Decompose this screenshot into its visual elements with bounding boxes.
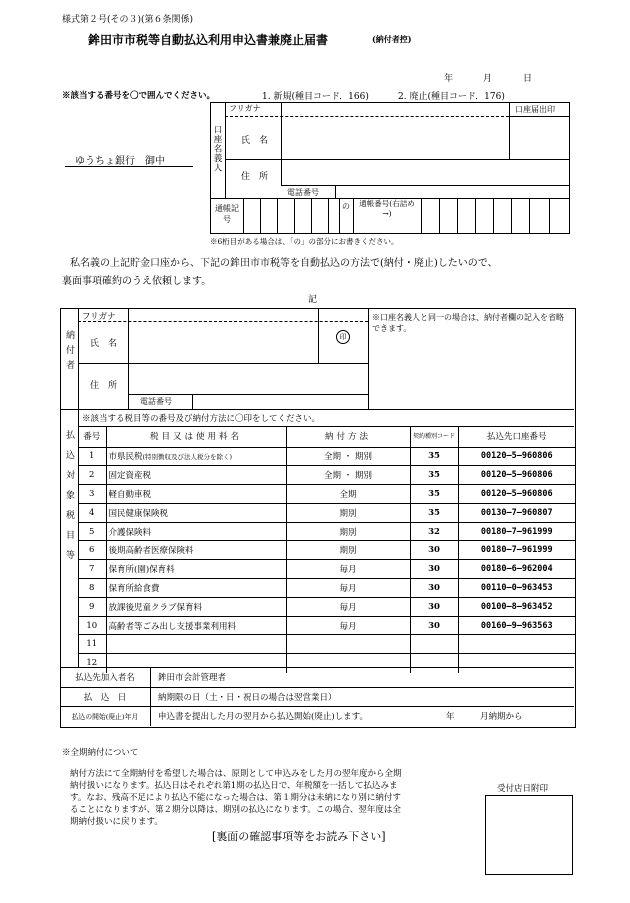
option-cancel[interactable]: 2. 廃止(種目コード．176) xyxy=(398,92,505,102)
row-contract-code: 30 xyxy=(410,541,458,560)
tax-name-note: (特別徴収及び法人税分を除く) xyxy=(142,453,233,462)
payer-name-label: 氏 名 xyxy=(90,339,118,349)
header-method: 納付方法 xyxy=(286,426,410,447)
date-month: 月 xyxy=(483,74,493,84)
row-contract-code: 35 xyxy=(410,447,458,466)
payer-note: ※口座名義人と同一の場合は、納付者欄の記入を省略できます。 xyxy=(372,313,564,333)
row-number: 11 xyxy=(78,635,106,654)
request-text-1: 私名義の上記貯金口座から、下記の鉾田市市税等を自動払込の方法で(納付・廃止)したいので、 xyxy=(70,258,498,269)
account-holder-label: 口座名義人 xyxy=(212,125,222,173)
table-row xyxy=(78,503,575,522)
row-payment-method[interactable] xyxy=(286,654,410,673)
payment-date-label: 払 込 日 xyxy=(83,693,127,703)
account-phone-label: 電話番号 xyxy=(287,188,319,197)
bank-name: ゆうちょ銀行 御中 xyxy=(75,156,165,167)
ki-label: 記 xyxy=(308,295,318,305)
target-header-row xyxy=(78,426,575,447)
tax-name: 放課後児童クラブ保育料 xyxy=(108,602,203,613)
row-payment-method[interactable]: 毎月 xyxy=(286,560,410,579)
tax-name: 高齢者等ごみ出し支援事業利用料 xyxy=(108,621,237,632)
header-account: 払込先口座番号 xyxy=(458,426,575,447)
table-row xyxy=(78,522,575,541)
account-furigana-label: フリガナ xyxy=(229,104,261,113)
row-number: 10 xyxy=(78,616,106,635)
payer-label-cell xyxy=(60,308,78,409)
start-month-label: 払込の開始(廃止)年月 xyxy=(71,713,139,721)
payer-label: 納付者 xyxy=(64,330,74,375)
tax-name: 市県民税 xyxy=(108,452,143,463)
row-payment-method[interactable]: 期別 xyxy=(286,503,410,522)
table-row xyxy=(78,560,575,579)
row-account-number: 00120—5—960806 xyxy=(458,466,575,485)
tax-name: 固定資産税 xyxy=(108,471,152,482)
payer-furigana-label: フリガナ xyxy=(82,312,116,322)
row-payment-method[interactable]: 毎月 xyxy=(286,616,410,635)
payee-value: 鉾田市会計管理者 xyxy=(158,673,227,683)
header-name: 税目又は使用料名 xyxy=(106,426,286,447)
row-account-number: 00120—5—960806 xyxy=(458,447,575,466)
option-new[interactable]: 1. 新規(種目コード．166) xyxy=(262,92,369,102)
passbook-code-label: 通帳記号 xyxy=(215,204,239,224)
no-label: の xyxy=(342,202,350,211)
row-number: 3 xyxy=(78,485,106,504)
payee-label: 払込先加入者名 xyxy=(75,673,135,683)
row-payment-method[interactable]: 全期 ・ 期別 xyxy=(286,447,410,466)
row-payment-method[interactable]: 期別 xyxy=(286,541,410,560)
receipt-stamp-box xyxy=(485,795,573,875)
row-account-number: 00180—6—962004 xyxy=(458,560,575,579)
row-tax-name xyxy=(106,447,286,466)
row-number: 9 xyxy=(78,597,106,616)
bank-underline xyxy=(65,166,193,167)
target-label: 払込対象税目等 xyxy=(64,430,74,570)
row-tax-name xyxy=(106,579,286,598)
row-account-number: 00180—7—961999 xyxy=(458,541,575,560)
header-no: 番号 xyxy=(78,426,106,447)
target-instruction: ※該当する税目等の番号及び納付方法に〇印をしてください。 xyxy=(82,414,321,424)
start-month-input[interactable]: 年 月納期から xyxy=(446,712,523,722)
row-account-number xyxy=(458,635,575,654)
tax-name: 保育所給食費 xyxy=(108,583,160,594)
table-row xyxy=(78,616,575,635)
row-contract-code: 30 xyxy=(410,597,458,616)
select-notice: ※該当する番号を〇で囲んでください。 xyxy=(62,91,216,101)
form-title: 鉾田市市税等自動払込利用申込書兼廃止届書 xyxy=(88,33,329,47)
row-contract-code: 32 xyxy=(410,522,458,541)
start-month-value: 申込書を提出した月の翌月から払込開始(廃止)します。 xyxy=(158,712,368,722)
full-payment-line: 期納付扱いに戻ります。 xyxy=(70,817,163,827)
row-tax-name xyxy=(106,635,286,654)
table-row xyxy=(78,635,575,654)
row-number: 1 xyxy=(78,447,106,466)
form-number: 様式第２号(その３)(第６条関係) xyxy=(62,15,194,25)
table-row xyxy=(78,466,575,485)
row-number: 2 xyxy=(78,466,106,485)
account-name-label: 氏 名 xyxy=(241,136,269,146)
form-subtitle: (納付者控) xyxy=(372,34,412,44)
tax-name: 国民健康保険税 xyxy=(108,508,169,519)
payer-seal-mark: 印 xyxy=(336,330,350,344)
row-payment-method[interactable]: 毎月 xyxy=(286,579,410,598)
row-tax-name xyxy=(106,522,286,541)
full-payment-line: 納付扱いになります。払込日はそれぞれ第1期の払込日で、年税額を一括して払込みま xyxy=(70,781,398,791)
row-tax-name xyxy=(106,597,286,616)
row-account-number: 00130—7—960807 xyxy=(458,503,575,522)
row-account-number: 00120—5—960806 xyxy=(458,485,575,504)
tax-name: 後期高齢者医療保険料 xyxy=(108,546,194,557)
tax-name: 介護保険料 xyxy=(108,527,152,538)
row-number: 8 xyxy=(78,579,106,598)
account-box xyxy=(210,102,570,234)
row-account-number: 00180—7—961999 xyxy=(458,522,575,541)
row-account-number xyxy=(458,654,575,673)
row-contract-code: 30 xyxy=(410,616,458,635)
payer-address-label: 住 所 xyxy=(90,381,118,391)
row-payment-method[interactable] xyxy=(286,635,410,654)
row-tax-name xyxy=(106,616,286,635)
target-table xyxy=(78,426,575,673)
header-code: 契約種別コード xyxy=(410,426,458,447)
row-tax-name xyxy=(106,466,286,485)
row-payment-method[interactable]: 全期 ・ 期別 xyxy=(286,466,410,485)
tax-name: 軽自動車税 xyxy=(108,489,152,500)
table-row xyxy=(78,654,575,673)
row-account-number: 00110—0—963453 xyxy=(458,579,575,598)
row-number: 12 xyxy=(78,654,106,673)
row-tax-name xyxy=(106,485,286,504)
tax-name: 保育所(園)保育料 xyxy=(108,565,175,576)
row-contract-code: 35 xyxy=(410,503,458,522)
request-text-2: 裏面事項確約のうえ依頼します。 xyxy=(62,276,212,287)
table-row xyxy=(78,485,575,504)
payment-date-value: 納期限の日（土・日・祝日の場合は翌営業日） xyxy=(158,693,337,703)
account-address-label: 住 所 xyxy=(241,172,269,182)
row-number: 5 xyxy=(78,522,106,541)
row-contract-code xyxy=(410,654,458,673)
date-day: 日 xyxy=(523,74,533,84)
back-notice: [裏面の確認事項等をお読み下さい] xyxy=(212,830,386,843)
full-payment-line: す。なお、残高不足により払込不能になった場合は、第１期分は未納になり別に納付す xyxy=(70,793,401,803)
row-account-number: 00100—8—963452 xyxy=(458,597,575,616)
table-row xyxy=(78,597,575,616)
row-contract-code: 30 xyxy=(410,560,458,579)
row-tax-name xyxy=(106,654,286,673)
table-row xyxy=(78,447,575,466)
date-year: 年 xyxy=(444,74,454,84)
row-number: 7 xyxy=(78,560,106,579)
seal-label: 口座届出印 xyxy=(515,105,555,114)
row-number: 6 xyxy=(78,541,106,560)
full-payment-title: ※全期納付について xyxy=(62,748,139,758)
full-payment-line: ることになりますが、第２期分以降は、期別の払込になります。この場合、翌年度は全 xyxy=(70,805,401,815)
table-row xyxy=(78,541,575,560)
row-account-number: 00160—9—963563 xyxy=(458,616,575,635)
row-contract-code: 35 xyxy=(410,466,458,485)
row-payment-method[interactable]: 毎月 xyxy=(286,597,410,616)
receipt-stamp-label: 受付店日附印 xyxy=(497,784,549,794)
row-payment-method[interactable]: 全期 xyxy=(286,485,410,504)
row-tax-name xyxy=(106,503,286,522)
row-tax-name xyxy=(106,541,286,560)
payer-phone-label: 電話番号 xyxy=(140,397,172,406)
row-contract-code: 30 xyxy=(410,579,458,598)
table-row xyxy=(78,579,575,598)
row-tax-name xyxy=(106,560,286,579)
row-contract-code: 35 xyxy=(410,485,458,504)
passbook-number-label: 通帳番号(右詰め→) xyxy=(359,199,415,218)
row-contract-code xyxy=(410,635,458,654)
full-payment-body xyxy=(70,768,402,828)
account-note: ※6桁目がある場合は、「の」の部分にお書きください。 xyxy=(210,237,399,246)
row-payment-method[interactable]: 期別 xyxy=(286,522,410,541)
row-number: 4 xyxy=(78,503,106,522)
full-payment-line: 納付方法にて全期納付を希望した場合は、原則として申込みをした月の翌年度から全期 xyxy=(70,769,402,779)
